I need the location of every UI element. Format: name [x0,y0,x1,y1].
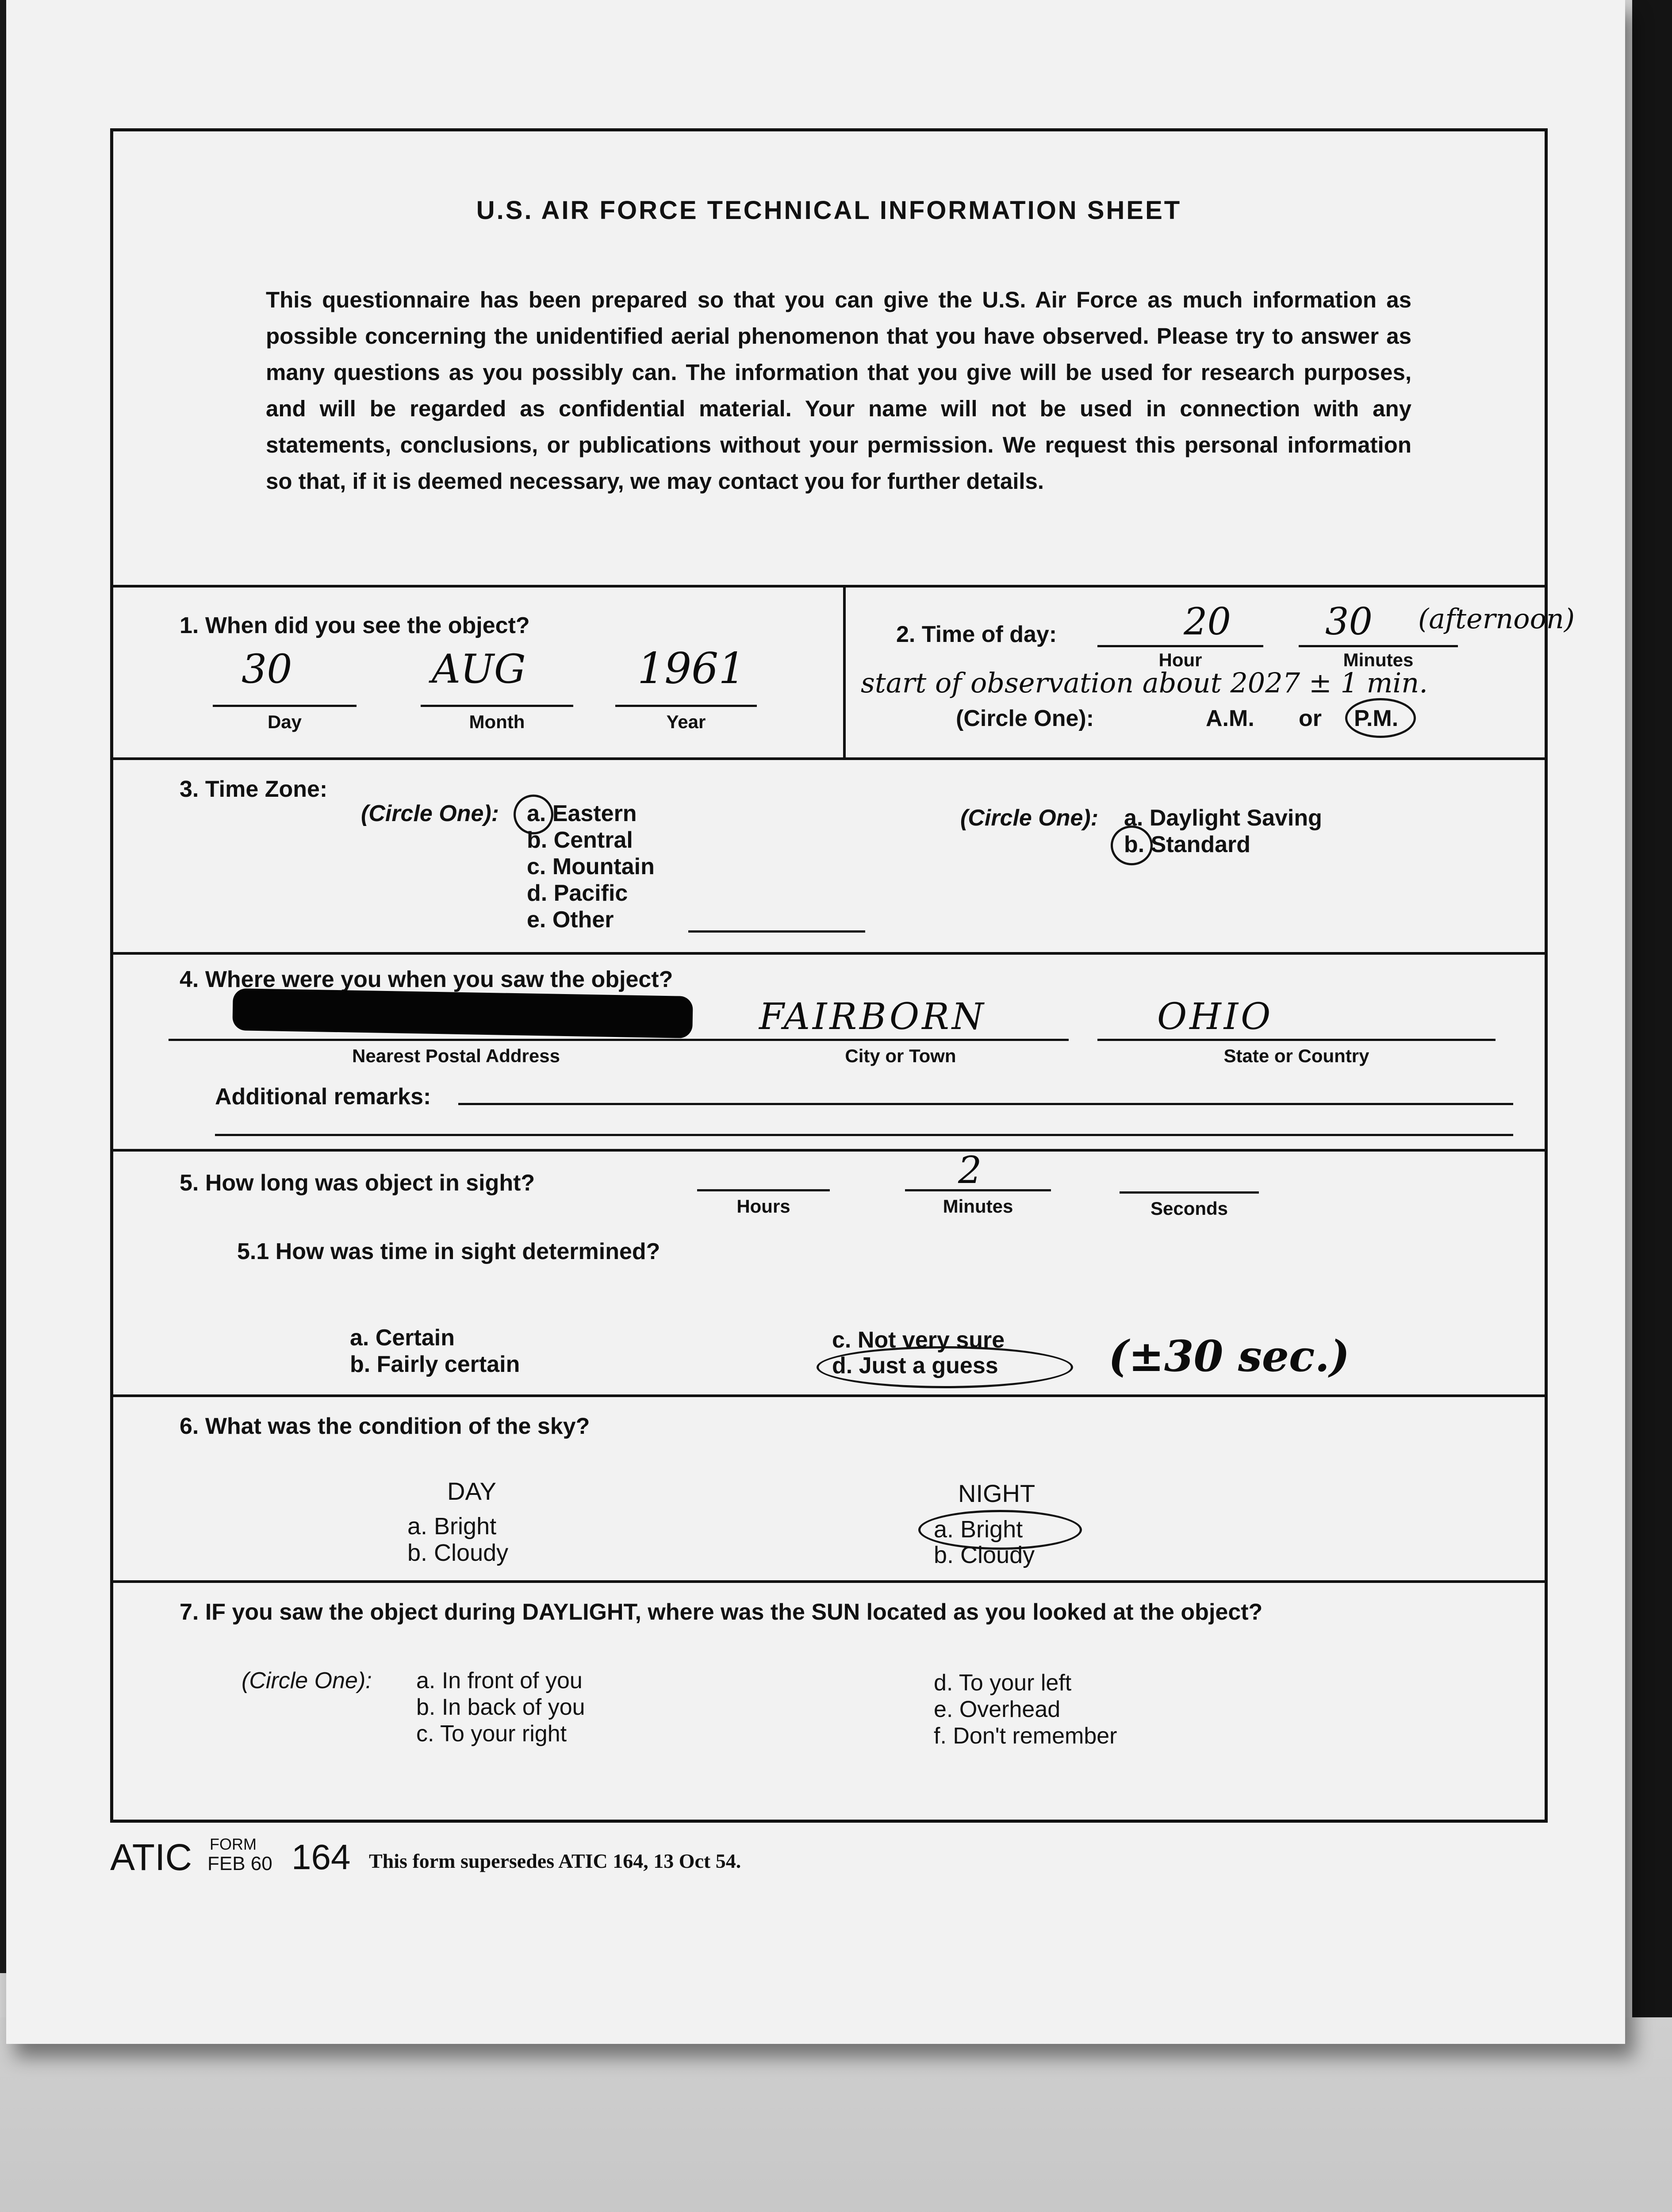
section-time-zone [113,757,1545,952]
section-date-time [113,585,1575,757]
q4-label: 4. Where were you when you saw the object? [180,967,673,992]
q2-minutes-caption: Minutes [1343,649,1414,670]
q7-option-overhead: e. Overhead [934,1697,1061,1722]
q7-option-dont-remember: f. Don't remember [934,1723,1117,1749]
q1-month-value: AUG [432,646,526,692]
q1-day-line [213,705,357,707]
q5-option-fairly-certain: b. Fairly certain [350,1352,520,1377]
q1-label: 1. When did you see the object? [180,613,530,638]
q5-minutes-line [905,1189,1051,1191]
q3-zone-other: e. Other [527,907,614,933]
q2-pm-circle [1345,698,1416,738]
q7-circle-label: (Circle One): [242,1668,372,1694]
q2-hour-line [1097,645,1263,647]
q2-label: 2. Time of day: [896,622,1057,647]
q5-seconds-caption: Seconds [1150,1198,1228,1219]
q3-zone-pacific: d. Pacific [527,880,628,906]
q4-address-line [169,1039,744,1041]
q5-minutes-caption: Minutes [943,1196,1013,1217]
form-title: U.S. AIR FORCE TECHNICAL INFORMATION SHEET [476,196,1182,225]
q7-option-right: c. To your right [416,1721,567,1747]
q1-day-caption: Day [267,711,302,732]
q4-state-line [1097,1039,1496,1041]
footer-date: FEB 60 [207,1853,272,1874]
scan-edge-right [1632,0,1672,2017]
q3-other-line [688,930,865,933]
section-divider [843,588,846,757]
q3-circle-label: (Circle One): [361,801,499,826]
q5-option-just-a-guess: d. Just a guess [832,1353,998,1379]
q7-option-left: d. To your left [934,1670,1072,1696]
q2-handwritten-note: start of observation about 2027 ± 1 min. [861,667,1428,699]
footer-form: FORM [210,1835,257,1853]
q2-am: A.M. [1206,706,1254,731]
footer-atic: ATIC [110,1836,192,1878]
q7-option-front: a. In front of you [416,1668,583,1694]
q1-day-value: 30 [242,646,292,692]
q2-pm: P.M. [1354,706,1399,731]
q6-night-cloudy: b. Cloudy [934,1542,1035,1568]
q4-remarks-label: Additional remarks: [215,1084,431,1110]
section-sun-position [113,1580,1545,1823]
q5-option-not-very-sure: c. Not very sure [832,1327,1005,1353]
q1-month-line [421,705,573,707]
q5-option-certain: a. Certain [350,1325,455,1351]
q2-margin-note: (afternoon) [1418,603,1575,635]
q6-day-cloudy: b. Cloudy [407,1540,509,1566]
q1-year-line [615,705,757,707]
q3-standard-circle [1111,826,1153,865]
section-location [113,952,1545,1149]
q4-remarks-line-1 [458,1103,1513,1105]
scan-background [0,2017,1672,2212]
redacted-address [232,988,693,1038]
q2-circle-label: (Circle One): [956,706,1094,731]
q3-zone-mountain: c. Mountain [527,854,655,879]
form-frame [110,128,1575,1823]
q2-or: or [1299,706,1322,731]
intro-paragraph: This questionnaire has been prepared so that you can give the U.S. Air Force as much information as possible concerning the unidentified aerial phenomenon that you have observed. Please try to answer as many questions as you possibly can. The information that you give will be used for research purposes, and will be regarded as confidential material. Your name will not be used in connection with any statements, conclusions, or publications without your permission. We request this personal information so that, if it is deemed necessary, we may contact you for further details. [266,287,1411,494]
q2-minutes-value: 30 [1325,600,1373,643]
q5-guess-circle [817,1346,1073,1388]
scan-edge-left [0,0,6,1973]
q4-state-caption: State or Country [1223,1045,1369,1066]
q6-night-bright: a. Bright [934,1516,1023,1543]
q2-hour-caption: Hour [1158,649,1202,670]
q6-night-heading: NIGHT [958,1479,1035,1507]
q4-city-line [732,1039,1069,1041]
q5-seconds-line [1120,1191,1259,1194]
q6-day-heading: DAY [447,1477,496,1505]
q1-year-caption: Year [666,711,706,732]
q1-month-caption: Month [469,711,525,732]
q3-dst-daylight: a. Daylight Saving [1124,805,1322,831]
q4-city-caption: City or Town [845,1045,956,1066]
q5-hours-line [697,1189,830,1191]
q6-day-bright: a. Bright [407,1513,497,1540]
q3-zone-eastern: a. Eastern [527,801,637,826]
footer-number: 164 [291,1837,351,1877]
q2-minutes-line [1299,645,1458,647]
section-sky [113,1394,1545,1580]
q6-label: 6. What was the condition of the sky? [180,1413,590,1439]
form-page [6,0,1625,2044]
q4-address-caption: Nearest Postal Address [352,1045,560,1066]
q5-1-label: 5.1 How was time in sight determined? [237,1239,660,1264]
q3-label: 3. Time Zone: [180,776,328,802]
q3-dst-standard: b. Standard [1124,832,1251,857]
q3-zone-central: b. Central [527,827,633,853]
q4-city-value: FAIRBORN [759,996,986,1038]
q4-remarks-line-2 [215,1134,1513,1136]
q5-handwritten-note: (±30 sec.) [1108,1331,1350,1381]
q7-option-back: b. In back of you [416,1694,585,1720]
q4-state-value: OHIO [1157,996,1273,1038]
q7-label: 7. IF you saw the object during DAYLIGHT, where was the SUN located as you looked at the object? [180,1599,1263,1625]
footer-supersedes: This form supersedes ATIC 164, 13 Oct 54. [369,1850,741,1872]
q2-hour-value: 20 [1184,600,1231,643]
q5-label: 5. How long was object in sight? [180,1170,535,1196]
q5-hours-caption: Hours [736,1196,790,1217]
q3-dst-circle-label: (Circle One): [960,805,1099,831]
q1-year-value: 1961 [637,644,746,693]
section-duration [113,1149,1545,1394]
q5-minutes-value: 2 [958,1148,982,1192]
